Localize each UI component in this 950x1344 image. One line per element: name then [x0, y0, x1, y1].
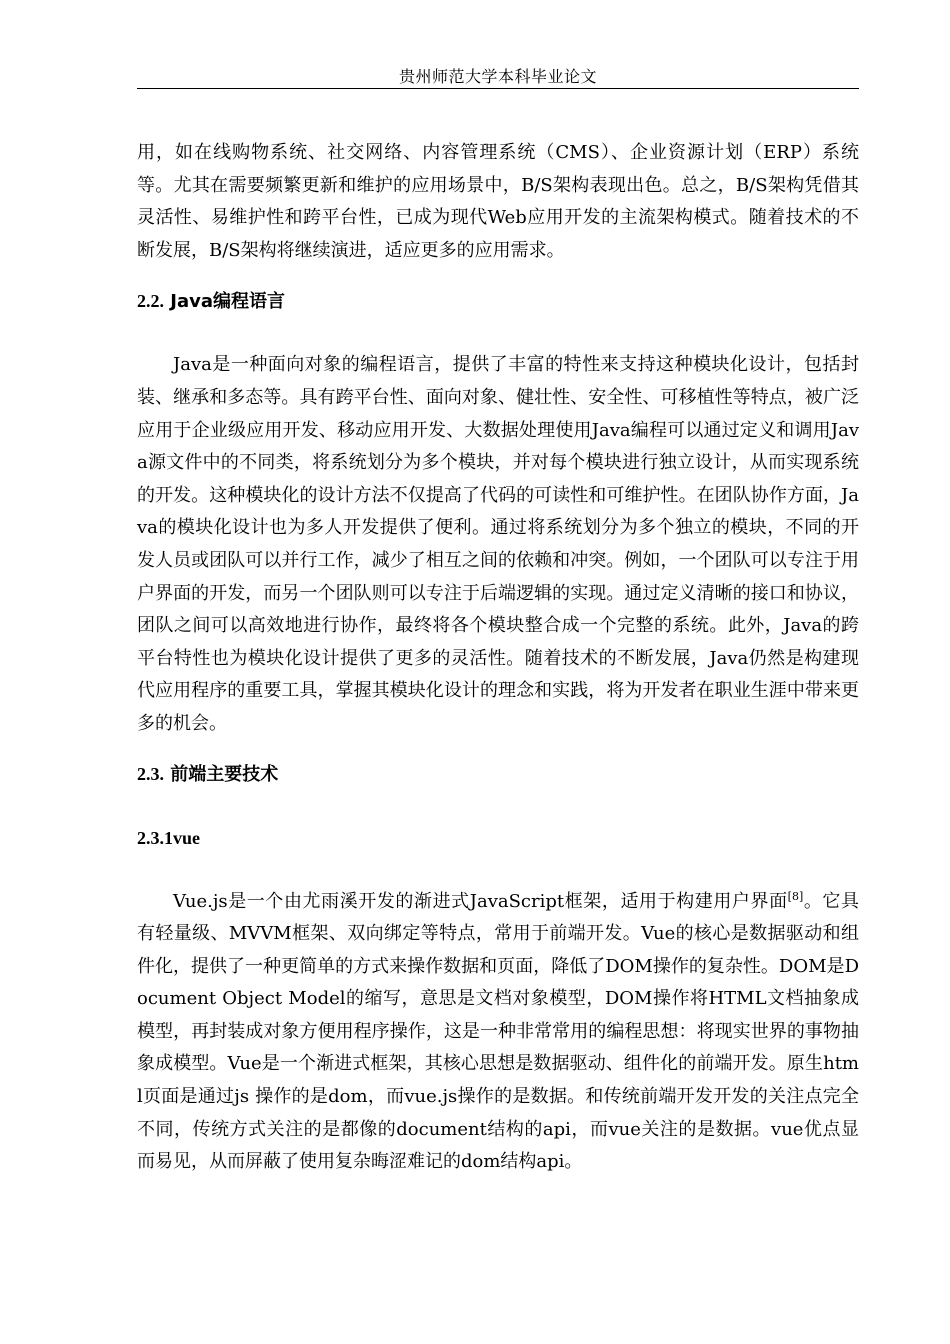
paragraph-bs-architecture: 用，如在线购物系统、社交网络、内容管理系统（CMS）、企业资源计划（ERP）系统等。尤其在需要频繁更新和维护的应用场景中，B/S架构表现出色。总之，B/S架构凭借其灵活性、易维护性和跨平台性，已成为现代Web应用开发的主流架构模式。随着技术的不断发展，B/S架构将继续演进，适应更多的应用需求。 [137, 142, 859, 261]
paragraph-java: Java是一种面向对象的编程语言，提供了丰富的特性来支持这种模块化设计，包括封装、继承和多态等。具有跨平台性、面向对象、健壮性、安全性、可移植性等特点，被广泛应用于企业级应用开发、移动应用开发、大数据处理使用Java编程可以通过定义和调用Java源文件中的不同类，将系统划分为多个模块，并对每个模块进行独立设计，从而实现系统的开发。这种模块化的设计方法不仅提高了代码的可读性和可维护性。在团队协作方面，Java的模块化设计也为多人开发提供了便利。通过将系统划分为多个独立的模块，不同的开发人员或团队可以并行工作，减少了相互之间的依赖和冲突。例如，一个团队可以专注于用户界面的开发，而另一个团队则可以专注于后端逻辑的实现。通过定义清晰的接口和协议，团队之间可以高效地进行协作，最终将各个模块整合成一个完整的系统。此外，Java的跨平台特性也为模块化设计提供了更多的灵活性。随着技术的不断发展，Java仍然是构建现代应用程序的重要工具，掌握其模块化设计的理念和实践，将为开发者在职业生涯中带来更多的机会。 [137, 354, 859, 734]
section-heading-2-3 [137, 762, 859, 787]
citation-marker: [8] [787, 889, 804, 903]
section-title: Java编程语言 [170, 291, 286, 313]
section-title: 前端主要技术 [170, 763, 279, 785]
section-number: 2.2. [137, 291, 164, 312]
vue-text-part-2: 。它具有轻量级、MVVM框架、双向绑定等特点，常用于前端开发。Vue的核心是数据驱动和组件化，提供了一种更简单的方式来操作数据和页面，降低了DOM操作的复杂性。DOM是Document Object Model的缩写，意思是文档对象模型，DOM操作将HTML文档抽象成模型，再封装成对象方便用程序操作，这是一种非常常用的编程思想：将现实世界的事物抽象成模型。Vue是一个渐进式框架，其核心思想是数据驱动、组件化的前端开发。原生html页面是通过js 操作的是dom，而vue.js操作的是数据。和传统前端开发开发的关注点完全不同，传统方式关注的是都像的document结构的api，而vue关注的是数据。vue优点显而易见，从而屏蔽了使用复杂晦涩难记的dom结构api。 [137, 890, 860, 1173]
running-header: 贵州师范大学本科毕业论文 [398, 67, 597, 86]
header-rule [137, 88, 859, 89]
body-content [137, 137, 859, 1179]
paragraph-vue [137, 886, 859, 1179]
section-number: 2.3. [137, 763, 164, 784]
section-heading-2-2 [137, 289, 859, 314]
subsection-heading-2-3-1: 2.3.1vue [137, 827, 200, 848]
vue-text-part-1: Vue.js是一个由尤雨溪开发的渐进式JavaScript框架，适用于构建用户界面 [173, 890, 788, 912]
